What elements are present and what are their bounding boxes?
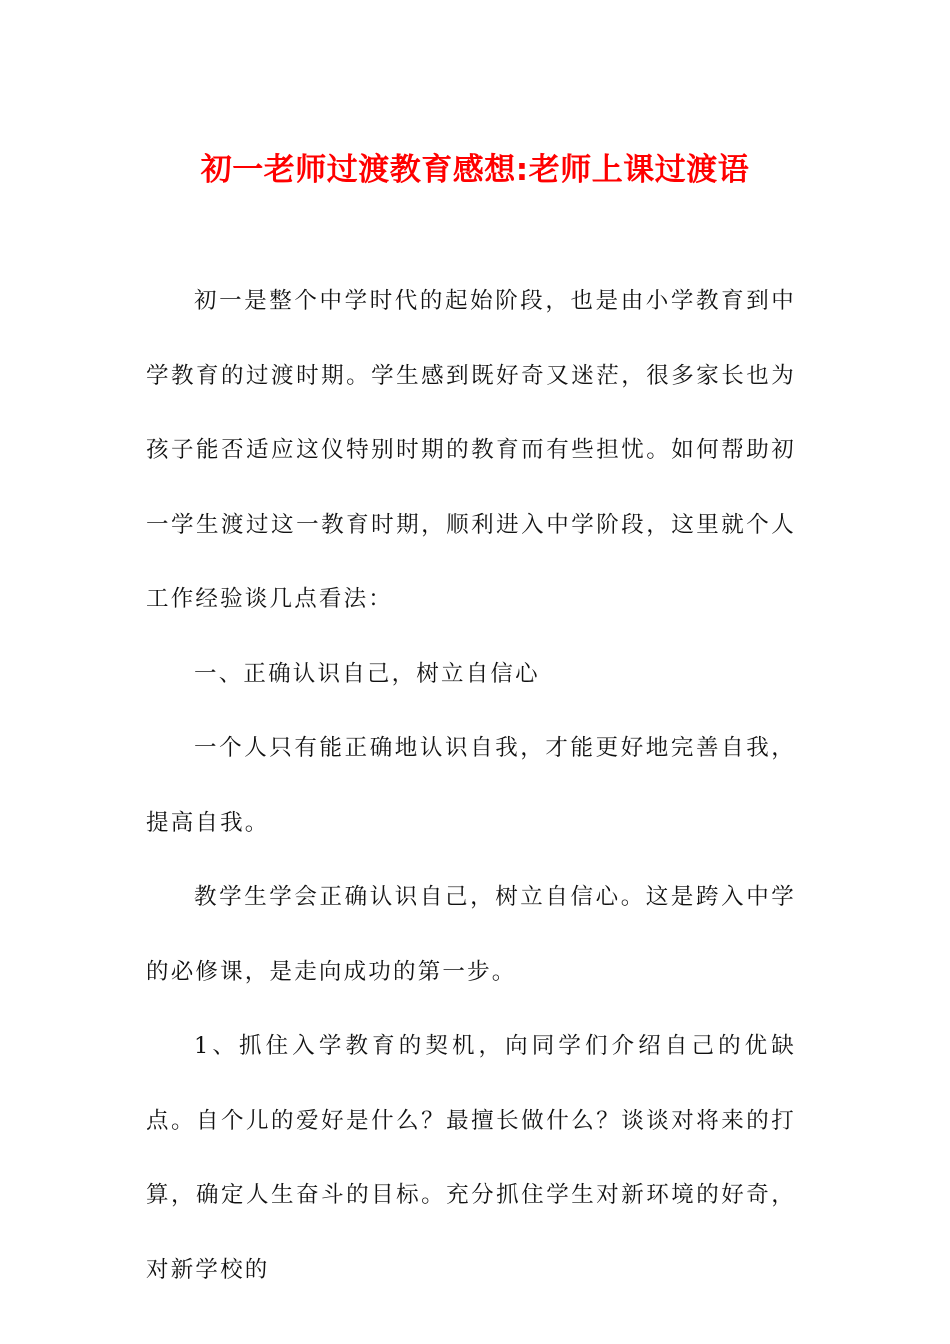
document-body [146,264,796,1307]
paragraph-self-knowledge: 一个人只有能正确地认识自我，才能更好地完善自我，提高自我。 [146,735,796,836]
paragraph-intro: 初一是整个中学时代的起始阶段，也是由小学教育到中学教育的过渡时期。学生感到既好奇又迷茫，很多家长也为孩子能否适应这仪特别时期的教育而有些担忧。如何帮助初一学生渡过这一教育时期，顺利进入中学阶段，这里就个人工作经验谈几点看法： [146,288,796,612]
section-heading-1: 一、正确认识自己，树立自信心 [194,660,540,687]
paragraph-confidence: 教学生学会正确认识自己，树立自信心。这是跨入中学的必修课，是走向成功的第一步。 [146,884,796,985]
paragraph-point-1: 1、抓住入学教育的契机，向同学们介绍自己的优缺点。自个儿的爱好是什么？最擅长做什么？谈谈对将来的打算，确定人生奋斗的目标。充分抓住学生对新环境的好奇，对新学校的 [146,1033,796,1283]
document-title: 初一老师过渡教育感想:老师上课过渡语 [200,152,750,188]
